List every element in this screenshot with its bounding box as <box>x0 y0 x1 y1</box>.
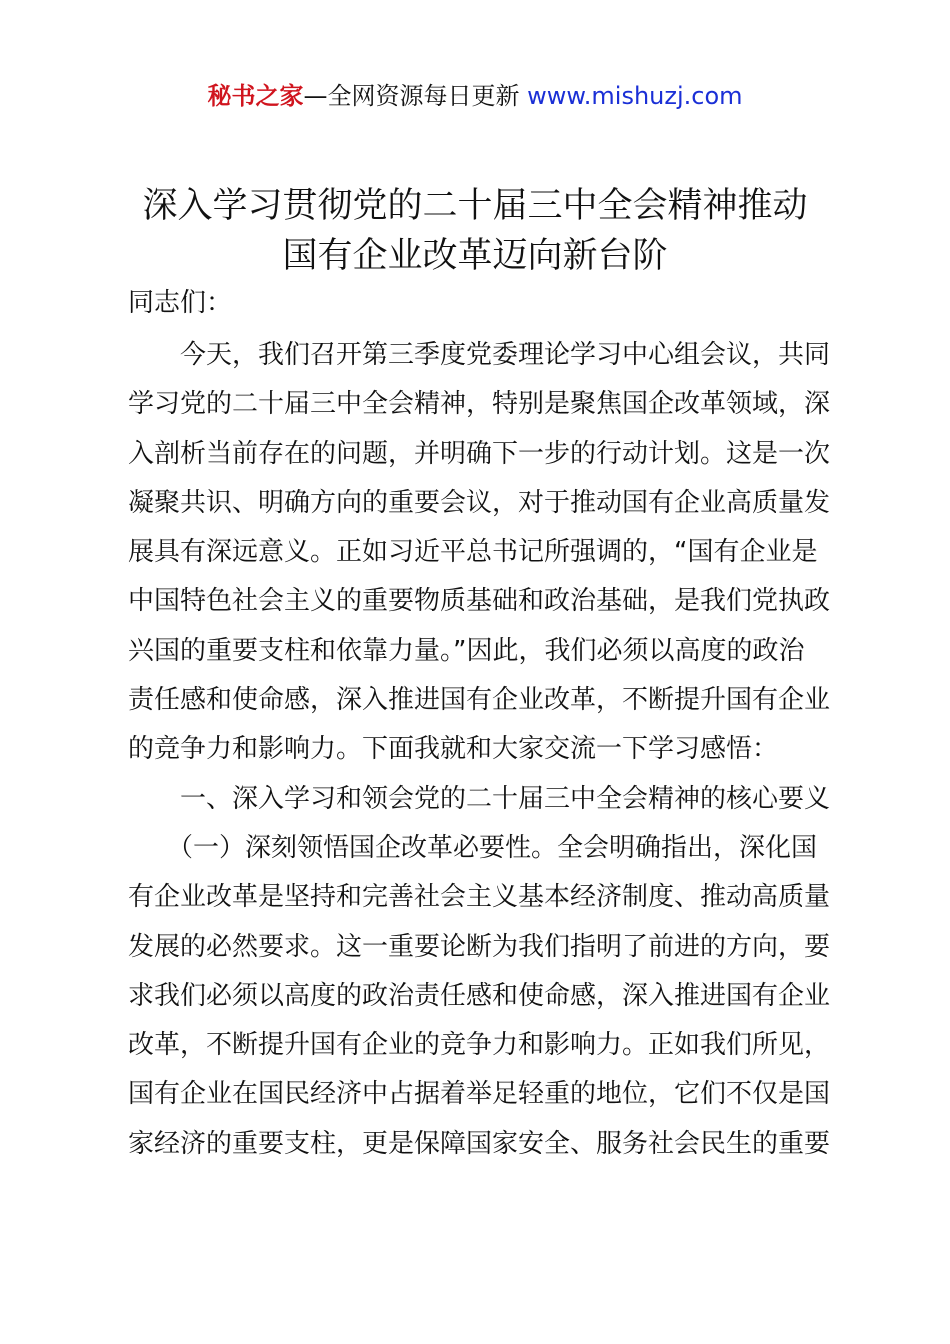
body-line: 中国特色社会主义的重要物质基础和政治基础，是我们党执政 <box>128 586 831 617</box>
body-line: 入剖析当前存在的问题，并明确下一步的行动计划。这是一次 <box>128 438 831 469</box>
body-line: 学习党的二十届三中全会精神，特别是聚焦国企改革领域，深 <box>128 389 831 420</box>
header-tagline: —全网资源每日更新 <box>303 82 520 110</box>
body-line: 责任感和使命感，深入推进国有企业改革，不断提升国有企业 <box>128 685 831 716</box>
body-line: 求我们必须以高度的政治责任感和使命感，深入推进国有企业 <box>128 980 831 1011</box>
site-url-link[interactable]: www.mishuzj.com <box>527 82 743 110</box>
document-title <box>0 181 950 281</box>
body-line: 兴国的重要支柱和依靠力量。”因此，我们必须以高度的政治 <box>128 635 805 666</box>
body-line: 今天，我们召开第三季度党委理论学习中心组会议，共同 <box>128 340 831 370</box>
title-line-1: 深入学习贯彻党的二十届三中全会精神推动 <box>142 186 808 226</box>
body-line: 有企业改革是坚持和完善社会主义基本经济制度、推动高质量 <box>128 882 831 913</box>
body-line: 展具有深远意义。正如习近平总书记所强调的，“国有企业是 <box>128 537 818 568</box>
body-line: 凝聚共识、明确方向的重要会议，对于推动国有企业高质量发 <box>128 487 831 518</box>
body-line: 改革，不断提升国有企业的竞争力和影响力。正如我们所见， <box>128 1030 831 1061</box>
body-line: 发展的必然要求。这一重要论断为我们指明了前进的方向，要 <box>128 931 831 962</box>
site-header <box>0 80 950 112</box>
brand-name: 秘书之家 <box>207 82 304 110</box>
body-line: 家经济的重要支柱，更是保障国家安全、服务社会民生的重要 <box>128 1128 831 1159</box>
body-line: 国有企业在国民经济中占据着举足轻重的地位，它们不仅是国 <box>128 1079 831 1110</box>
section-heading: 一、深入学习和领会党的二十届三中全会精神的核心要义 <box>128 783 831 814</box>
title-line-2: 国有企业改革迈向新台阶 <box>282 236 668 276</box>
body-line: （一）深刻领悟国企改革必要性。全会明确指出，深化国 <box>128 832 818 863</box>
body-line: 的竞争力和影响力。下面我就和大家交流一下学习感悟： <box>128 734 779 765</box>
salutation: 同志们： <box>128 288 233 318</box>
document-body <box>128 331 838 1169</box>
